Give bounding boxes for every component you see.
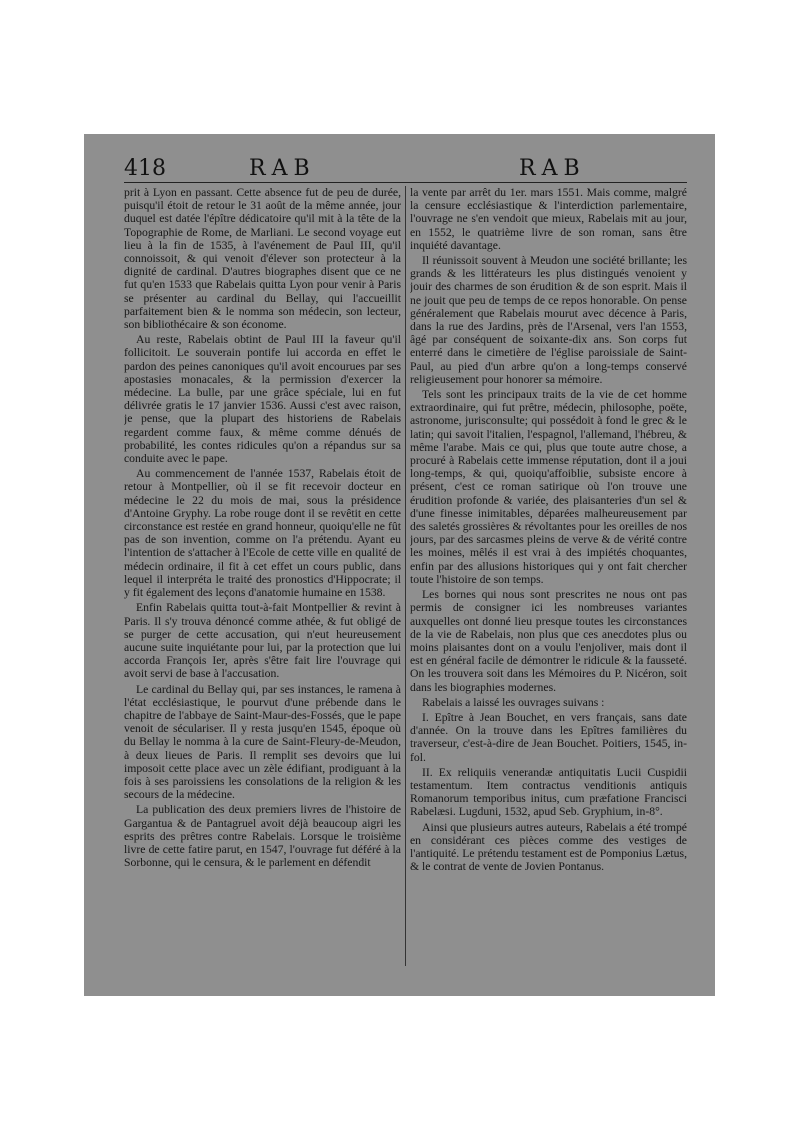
scanned-page	[84, 134, 715, 996]
paragraph: Les bornes qui nous sont prescrites ne nous ont pas permis de consigner ici les nombreuses variantes auxquelles ont donné lieu presque toutes les circonstances de la vie de Rabelais, non plus que ces anecdotes plus ou moins plaisantes dont on a voulu l'enjoliver, mais dont il est en général facile de démontrer le ridicule & la fausseté. On les trouvera soit dans les Mémoires du P. Nicéron, soit dans les biographies modernes.	[410, 588, 687, 694]
paragraph: Rabelais a laissé les ouvrages suivans :	[422, 695, 605, 709]
paragraph: Enfin Rabelais quitta tout-à-fait Montpellier & revint à Paris. Il s'y trouva dénoncé comme athée, & fut obligé de se purger de cette accusation, qui n'eut heureusement aucune suite inquiétante pour lui, par la protection que lui accorda François Ier, après s'être fait lire l'ouvrage qui avoit servi de base à l'accusation.	[124, 601, 401, 681]
column-divider	[405, 186, 406, 966]
paragraph: prit à Lyon en passant. Cette absence fut de peu de durée, puisqu'il étoit de retour le 31 août de la même année, jour duquel est datée l'épître dédicatoire qu'il mit à la tête de la Topographie de Rome, de Marliani. Le second voyage eut lieu à la fin de 1535, à l'avénement de Paul III, qu'il connoissoit, & qui venoit d'élever son protecteur à la dignité de cardinal. D'autres biographes disent que ce ne fut qu'en 1533 que Rabelais quitta Lyon pour venir à Paris se présenter au cardinal du Bellay, qui l'accueillit parfaitement bien & le nomma son médecin, son lecteur, son bibliothécaire & son économe.	[124, 186, 401, 332]
paragraph: Le cardinal du Bellay qui, par ses instances, le ramena à l'état ecclésiastique, le pourvut d'une prébende dans le chapitre de l'abbaye de Saint-Maur-des-Fossés, que le pape venoit de séculariser. Il y resta jusqu'en 1545, époque où du Bellay le nomma à la cure de Saint-Fleury-de-Meudon, à deux lieues de Paris. Il remplit ses devoirs que lui imposoit cette place avec un zèle édifiant, prodiguant à la fois à ses paroissiens les consolations de la religion & les secours de la médecine.	[124, 682, 401, 802]
right-column	[410, 186, 687, 978]
paragraph: Au commencement de l'année 1537, Rabelais étoit de retour à Montpellier, où il se fit recevoir docteur en médecine le 22 du mois de mai, sous la présidence d'Antoine Gryphy. La robe rouge dont il se revêtit en cette circonstance est restée en grand honneur, quoiqu'elle ne fût pas de son invention, comme on l'a prétendu. Ayant eu l'intention de s'attacher à l'Ecole de cette ville en qualité de médecin ordinaire, il fit à cet effet un cours public, dans lequel il interpréta le traité des pronostics d'Hippocrate; il y fit également des leçons d'anatomie humaine en 1538.	[124, 467, 401, 600]
page-number: 418	[124, 156, 166, 181]
paragraph: Il réunissoit souvent à Meudon une société brillante; les grands & les littérateurs les plus distingués venoient y jouir des charmes de son érudition & de son esprit. Mais il ne jouit que peu de temps de ce repos honorable. On pense généralement que Rabelais mourut avec décence à Paris, dans la rue des Jardins, près de l'Arsenal, vers l'an 1553, âgé par conséquent de soixante-dix ans. Son corps fut enterré dans le cimetière de l'église paroissiale de Saint-Paul, au pied d'un arbre qu'on a long-temps conservé religieusement pour honorer sa mémoire.	[410, 254, 687, 386]
header-rule	[124, 182, 687, 183]
running-head-right: RAB	[519, 156, 586, 181]
running-head-left: RAB	[249, 156, 316, 181]
paragraph: Ainsi que plusieurs autres auteurs, Rabelais a été trompé en considérant ces pièces comme des vestiges de l'antiquité. Le prétendu testament est de Pomponius Lætus, & le contrat de vente de Jovien Pontanus.	[410, 820, 687, 874]
paragraph: Au reste, Rabelais obtint de Paul III la faveur qu'il follicitoit. Le souverain pontife lui accorda en effet le pardon des peines canoniques qu'il avoit encourues par ses apostasies monacales, & la permission d'exercer la médecine. La bulle, par une grâce spéciale, lui en fut délivrée gratis le 17 janvier 1536. Aussi c'est avec raison, je pense, que la plupart des historiens de Rabelais regardent comme faux, & même comme dénués de probabilité, les contes ridicules qu'on a répandus sur sa conduite avec le pape.	[124, 333, 401, 466]
work-entry: I. Epître à Jean Bouchet, en vers français, sans date d'année. On la trouve dans les Epîtres familières du traverseur, c'est-à-dire de Jean Bouchet. Poitiers, 1545, in-fol.	[410, 710, 687, 764]
left-column	[124, 186, 401, 978]
work-entry: II. Ex reliquiis venerandæ antiquitatis Lucii Cuspidii testamentum. Item contractus venditionis antiquis Romanorum temporibus initus, cum præfatione Francisci Rabelæsi. Lugduni, 1532, apud Seb. Gryphium, in-8°.	[410, 765, 687, 819]
paragraph: la vente par arrêt du 1er. mars 1551. Mais comme, malgré la censure ecclésiastique & l'interdiction parlementaire, l'ouvrage ne s'en vendoit que mieux, Rabelais mit au jour, en 1552, le quatrième livre de son roman, sans être inquiété davantage.	[410, 186, 687, 252]
paragraph: La publication des deux premiers livres de l'histoire de Gargantua & de Pantagruel avoit déjà beaucoup aigri les esprits des prêtres contre Rabelais. Lorsque le troisième livre de cette fatire parut, en 1547, l'ouvrage fut déféré à la Sorbonne, qui le censura, & le parlement en défendit	[124, 803, 401, 870]
paragraph: Tels sont les principaux traits de la vie de cet homme extraordinaire, qui fut prêtre, médecin, philosophe, poëte, astronome, jurisconsulte; qui possédoit à fond le grec & le latin; qui savoit l'italien, l'espagnol, l'allemand, l'hébreu, & même l'arabe. Mais ce qui, plus que toute autre chose, a procuré à Rabelais cette immense réputation, dont il a joui long-temps, & qui, quoiqu'affoiblie, subsiste encore à présent, c'est ce roman satirique où l'on trouve une érudition profonde & variée, des plaisanteries d'un sel & d'une finesse inimitables, déparées malheureusement par des saletés grossières & révoltantes pour les oreilles de nos jours, par des sarcasmes pleins de verve & de vérité contre les moines, mêlés il est vrai à des impiétés choquantes, enfin par des allusions historiques qui y ont fait chercher toute l'histoire de son temps.	[410, 388, 687, 586]
